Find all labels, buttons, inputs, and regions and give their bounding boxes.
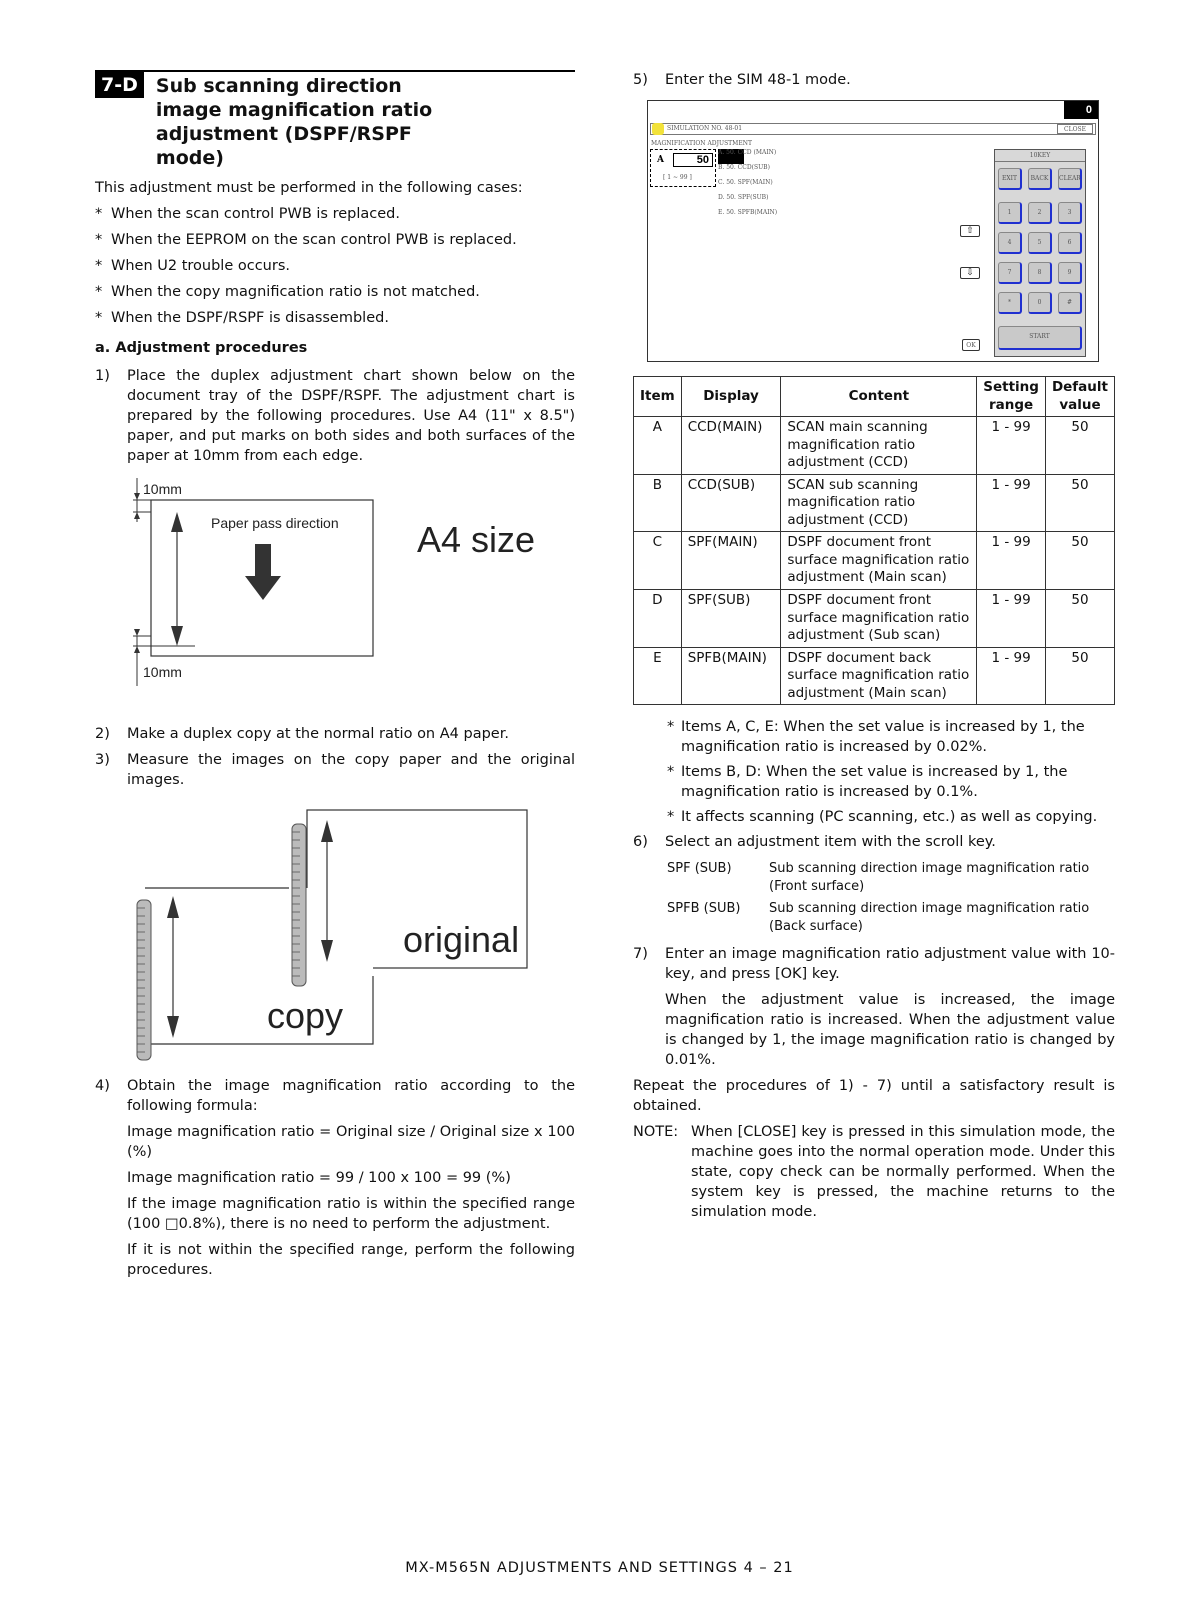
else-note: If it is not within the specified range, perform the following procedures. — [127, 1242, 575, 1278]
table-note: * Items A, C, E: When the set value is increased by 1, the magnification ratio is increased by 0.02%. — [667, 719, 1085, 756]
table-note: * Items B, D: When the set value is increased by 1, the magnification ratio is increased by 0.1%. — [667, 764, 1068, 801]
table-row: B CCD(SUB) SCAN sub scanning magnification ratio adjustment (CCD) 1 - 99 50 — [634, 474, 1115, 532]
exit-key[interactable]: EXIT — [998, 168, 1022, 190]
value-field[interactable]: 50 — [673, 153, 713, 167]
tenkey-title: 10KEY — [995, 150, 1085, 162]
sim-icon — [652, 123, 664, 135]
ok-button[interactable]: OK — [962, 339, 980, 351]
col-item: Item — [634, 377, 682, 417]
key-6[interactable]: 6 — [1058, 232, 1082, 254]
table-row: C SPF(MAIN) DSPF document front surface magnification ratio adjustment (Main scan) 1 - 99 50 — [634, 532, 1115, 590]
col-default: Default value — [1045, 377, 1114, 417]
table-note: * It affects scanning (PC scanning, etc.) as well as copying. — [667, 809, 1098, 826]
size-label: A4 size — [417, 519, 536, 560]
tenkey-panel — [994, 149, 1086, 357]
step-7-detail: When the adjustment value is increased, the image magnification ratio is increased. When the adjustment value is changed by 1, the image magnification ratio is changed by 0.01%. — [665, 992, 1115, 1069]
start-key[interactable]: START — [998, 326, 1082, 350]
step-7: 7) Enter an image magnification ratio adjustment value with 10-key, and press [OK] key. — [633, 946, 1115, 983]
page-footer: MX-M565N ADJUSTMENTS AND SETTINGS 4 – 21 — [405, 1560, 794, 1576]
key-0[interactable]: 0 — [1028, 292, 1052, 314]
item-letter: A — [657, 155, 664, 165]
table-row: A CCD(MAIN) SCAN main scanning magnification ratio adjustment (CCD) 1 - 99 50 — [634, 417, 1115, 475]
counter-box — [1064, 101, 1098, 119]
scroll-down-button[interactable]: ⇩ — [960, 267, 980, 279]
range-label: [ 1 ~ 99 ] — [663, 174, 692, 181]
key-8[interactable]: 8 — [1028, 262, 1052, 284]
key-7[interactable]: 7 — [998, 262, 1022, 284]
list-item-a[interactable]: A. 50. CCD (MAIN) — [718, 149, 838, 164]
case-item: * When the DSPF/RSPF is disassembled. — [95, 310, 389, 326]
col-display: Display — [681, 377, 781, 417]
left-column — [95, 70, 575, 1286]
list-item-b[interactable]: B. 50. CCD(SUB) — [718, 164, 770, 171]
step-6: 6) Select an adjustment item with the scroll key. — [633, 834, 996, 851]
back-key[interactable]: BACK — [1028, 168, 1052, 190]
subheading: a. Adjustment procedures — [95, 340, 308, 356]
col-range: Setting range — [977, 377, 1046, 417]
scroll-item: SPF (SUB) Sub scanning direction image magnification ratio (Front surface) — [667, 861, 1090, 895]
item-list — [718, 149, 838, 224]
key-2[interactable]: 2 — [1028, 202, 1052, 224]
direction-label: Paper pass direction — [211, 515, 339, 531]
key-5[interactable]: 5 — [1028, 232, 1052, 254]
section-header — [95, 70, 575, 170]
note-label: NOTE: — [633, 1124, 679, 1141]
list-item-e[interactable]: E. 50. SPFB(MAIN) — [718, 209, 778, 216]
original-label: original — [403, 919, 520, 960]
close-button[interactable]: CLOSE — [1057, 124, 1093, 134]
screen-header — [650, 123, 1096, 135]
key-hash[interactable]: # — [1058, 292, 1082, 314]
formula-example: Image magnification ratio = 99 / 100 x 100 = 99 (%) — [127, 1170, 511, 1186]
table-row: D SPF(SUB) DSPF document front surface magnification ratio adjustment (Sub scan) 1 - 99 50 — [634, 590, 1115, 648]
key-star[interactable]: * — [998, 292, 1022, 314]
key-4[interactable]: 4 — [998, 232, 1022, 254]
right-column — [633, 70, 1115, 1222]
list-item-c[interactable]: C. 50. SPF(MAIN) — [718, 179, 773, 186]
case-item: * When U2 trouble occurs. — [95, 258, 290, 274]
range-note: If the image magnification ratio is within the specified range (100 □0.8%), there is no need to perform the adjustment. — [127, 1196, 575, 1232]
copy-label: copy — [267, 995, 344, 1036]
clear-key[interactable]: CLEAR — [1058, 168, 1082, 190]
section-badge: 7-D — [95, 72, 144, 98]
repeat-text: Repeat the procedures of 1) - 7) until a satisfactory result is obtained. — [633, 1078, 1115, 1115]
screen-header-text: SIMULATION NO. 48-01 — [667, 125, 743, 132]
case-item: * When the EEPROM on the scan control PWB is replaced. — [95, 232, 517, 248]
table-header-row — [634, 377, 1115, 417]
bottom-mm-label: 10mm — [143, 664, 182, 680]
key-9[interactable]: 9 — [1058, 262, 1082, 284]
table-row: E SPFB(MAIN) DSPF document back surface magnification ratio adjustment (Main scan) 1 - 99 50 — [634, 647, 1115, 705]
screen-subtitle: MAGNIFICATION ADJUSTMENT — [651, 140, 752, 147]
value-input-area — [650, 149, 716, 187]
adjustment-table — [633, 376, 1115, 705]
adjustment-chart-figure — [95, 476, 575, 716]
step-5: 5) Enter the SIM 48-1 mode. — [633, 72, 851, 88]
formula: Image magnification ratio = Original size / Original size x 100 (%) — [127, 1124, 575, 1160]
key-3[interactable]: 3 — [1058, 202, 1082, 224]
step-1: 1) Place the duplex adjustment chart shown below on the document tray of the DSPF/RSPF. The adjustment chart is prepared by the following procedures. Use A4 (11" x 8.5") paper, and put marks on both sides and both surfaces of the paper at 10mm from each edge. — [95, 368, 575, 464]
counter-value: 0 — [1085, 104, 1092, 116]
scroll-item: SPFB (SUB) Sub scanning direction image magnification ratio (Back surface) — [667, 901, 1090, 935]
note-block — [633, 1122, 1115, 1222]
case-item: * When the copy magnification ratio is not matched. — [95, 284, 480, 300]
measurement-figure — [95, 796, 575, 1068]
note-text: When [CLOSE] key is pressed in this simulation mode, the machine goes into the normal operation mode. Under this state, copy check can be normally performed. When the system key is pressed, the machine returns to the simulation mode. — [691, 1124, 1115, 1221]
col-content: Content — [781, 377, 977, 417]
scroll-up-button[interactable]: ⇧ — [960, 225, 980, 237]
step-2: 2) Make a duplex copy at the normal ratio on A4 paper. — [95, 726, 509, 742]
case-item: * When the scan control PWB is replaced. — [95, 206, 400, 222]
section-title: Sub scanning direction image magnification ratio adjustment (DSPF/RSPF mode) — [155, 75, 433, 169]
key-1[interactable]: 1 — [998, 202, 1022, 224]
top-mm-label: 10mm — [143, 481, 182, 497]
intro-text: This adjustment must be performed in the following cases: — [95, 180, 523, 196]
step-3: 3) Measure the images on the copy paper and the original images. — [95, 752, 575, 788]
simulation-screen — [647, 100, 1099, 362]
list-item-d[interactable]: D. 50. SPF(SUB) — [718, 194, 769, 201]
step-4: 4) Obtain the image magnification ratio according to the following formula: — [95, 1078, 575, 1114]
